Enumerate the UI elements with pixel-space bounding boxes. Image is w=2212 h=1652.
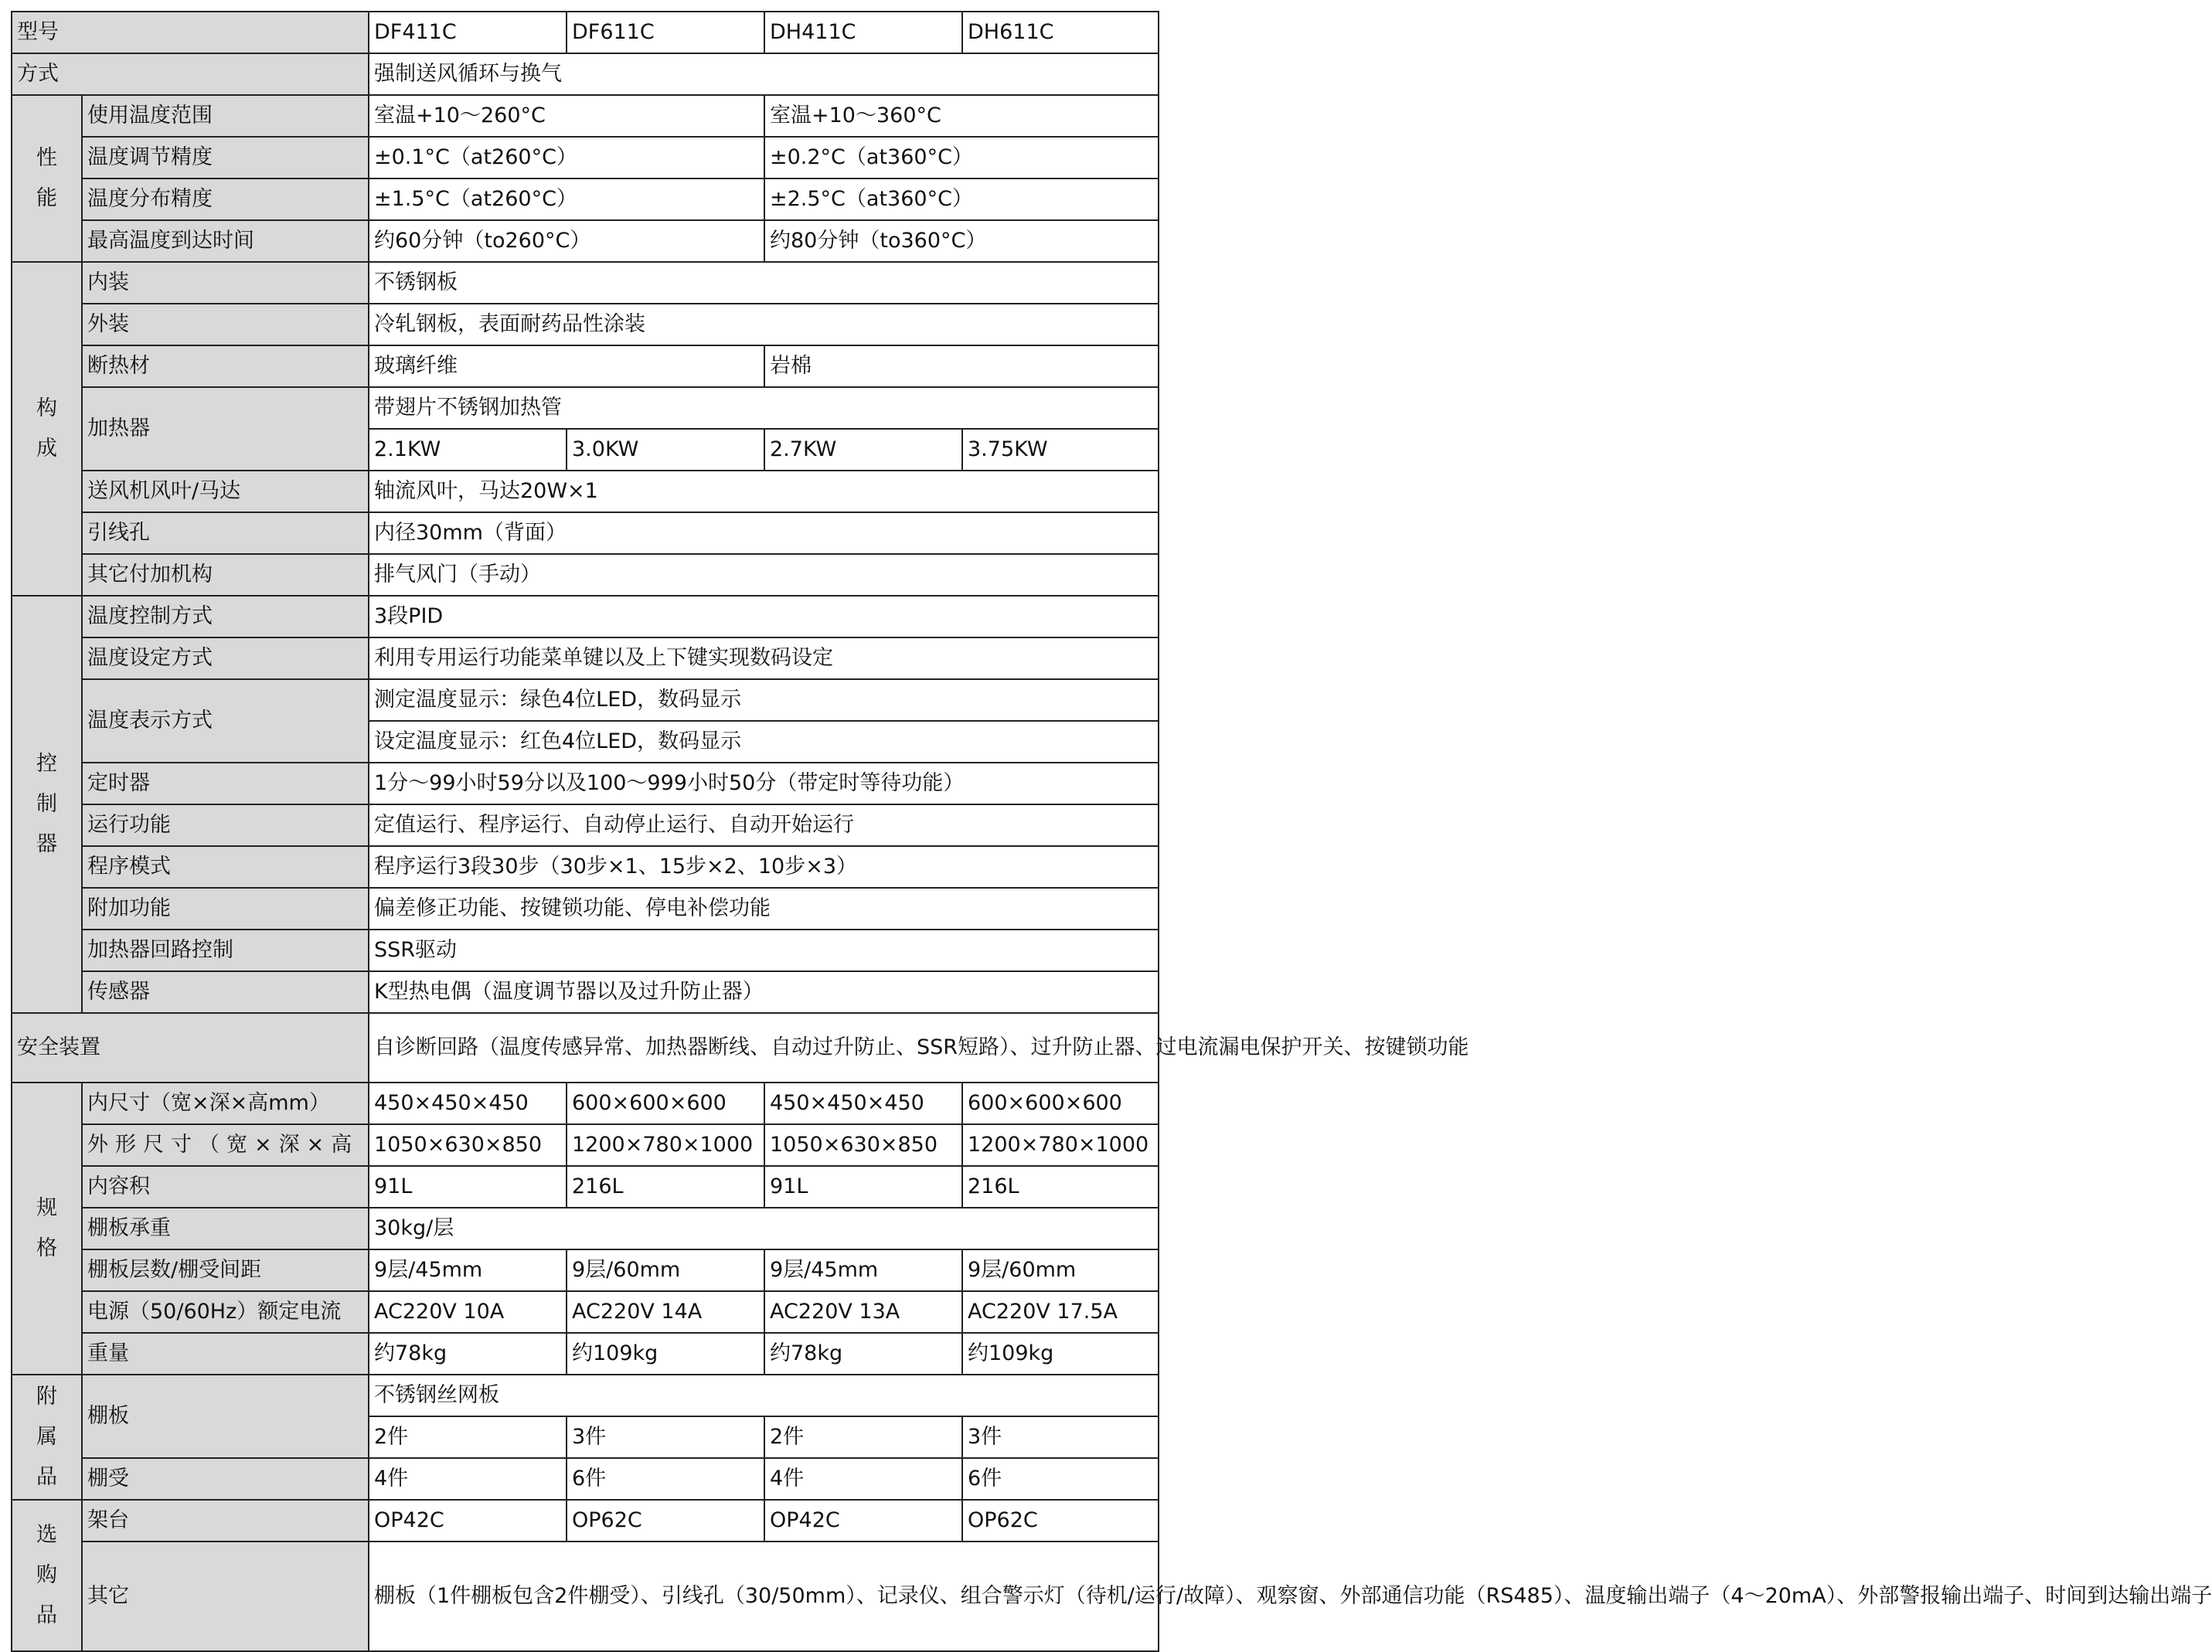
spec-table — [11, 11, 2212, 1652]
model-cell: DH411C — [764, 12, 962, 53]
row-sensor — [12, 971, 1159, 1013]
label-volume: 内容积 — [82, 1166, 369, 1208]
value-cell: 30kg/层 — [369, 1208, 1159, 1249]
label-inner: 内装 — [82, 262, 369, 304]
value-cell: 9层/60mm — [962, 1249, 1159, 1291]
label-power: 电源（50/60Hz）额定电流 — [82, 1291, 369, 1333]
value-cell: 3段PID — [369, 596, 1159, 637]
label-shelf-layers: 棚板层数/棚受间距 — [82, 1249, 369, 1291]
value-cell: 约109kg — [962, 1333, 1159, 1375]
value-cell: 600×600×600 — [567, 1083, 764, 1124]
value-cell: AC220V 14A — [567, 1291, 764, 1333]
value-cell: 3.75KW — [962, 429, 1159, 471]
value-cell: 约80分钟（to360°C） — [764, 220, 1159, 262]
label-temp-display: 温度表示方式 — [82, 679, 369, 763]
value-cell: 排气风门（手动） — [369, 554, 1159, 596]
label-other-mech: 其它付加机构 — [82, 554, 369, 596]
value-cell: 约78kg — [369, 1333, 567, 1375]
row-safety — [12, 1013, 1159, 1083]
row-insulation — [12, 345, 1159, 387]
value-cell: AC220V 17.5A — [962, 1291, 1159, 1333]
value-cell: 216L — [567, 1166, 764, 1208]
value-cell: 室温+10～360°C — [764, 95, 1159, 137]
label-max-temp-time: 最高温度到达时间 — [82, 220, 369, 262]
value-cell: 2.7KW — [764, 429, 962, 471]
label-shelf: 棚板 — [82, 1375, 369, 1458]
value-cell: 冷轧钢板，表面耐药品性涂装 — [369, 304, 1159, 345]
row-temp-dist-prec — [12, 178, 1159, 220]
label-use-temp: 使用温度范围 — [82, 95, 369, 137]
row-use-temp — [12, 95, 1159, 137]
value-cell: 测定温度显示：绿色4位LED，数码显示 — [369, 679, 1159, 721]
row-volume — [12, 1166, 1159, 1208]
value-cell: 1050×630×850 — [764, 1124, 962, 1166]
group-spec: 规 格 — [12, 1083, 82, 1375]
group-options: 选 购 品 — [12, 1500, 82, 1651]
group-construction: 构 成 — [12, 262, 82, 596]
label-shelf-support: 棚受 — [82, 1458, 369, 1500]
group-performance: 性 能 — [12, 95, 82, 262]
value-cell: 6件 — [567, 1458, 764, 1500]
label-safety: 安全装置 — [12, 1013, 369, 1083]
value-cell: ±1.5°C（at260°C） — [369, 178, 764, 220]
value-mode: 强制送风循环与换气 — [369, 53, 1159, 95]
value-cell: 2件 — [369, 1416, 567, 1458]
label-heater-circuit: 加热器回路控制 — [82, 930, 369, 971]
label-mode: 方式 — [12, 53, 369, 95]
label-temp-dist-prec: 温度分布精度 — [82, 178, 369, 220]
row-inner-size — [12, 1083, 1159, 1124]
row-model — [12, 12, 1159, 53]
value-cell: 450×450×450 — [764, 1083, 962, 1124]
row-temp-ctrl-mode — [12, 596, 1159, 637]
value-cell: 1分～99小时59分以及100～999小时50分（带定时等待功能） — [369, 763, 1159, 804]
label-insulation: 断热材 — [82, 345, 369, 387]
label-weight: 重量 — [82, 1333, 369, 1375]
label-timer: 定时器 — [82, 763, 369, 804]
row-fan — [12, 471, 1159, 512]
row-shelf-support — [12, 1458, 1159, 1500]
value-cell: 4件 — [369, 1458, 567, 1500]
value-cell: 9层/45mm — [764, 1249, 962, 1291]
value-cell: 3件 — [962, 1416, 1159, 1458]
value-cell: 9层/60mm — [567, 1249, 764, 1291]
value-cell: 4件 — [764, 1458, 962, 1500]
value-cell: 1050×630×850 — [369, 1124, 567, 1166]
value-cell: 偏差修正功能、按键锁功能、停电补偿功能 — [369, 888, 1159, 930]
row-inner — [12, 262, 1159, 304]
value-cell: OP42C — [764, 1500, 962, 1542]
label-cable-hole: 引线孔 — [82, 512, 369, 554]
value-cell: 9层/45mm — [369, 1249, 567, 1291]
value-cell: 利用专用运行功能菜单键以及上下键实现数码设定 — [369, 637, 1159, 679]
row-run-func — [12, 804, 1159, 846]
label-inner-size: 内尺寸（宽×深×高mm） — [82, 1083, 369, 1124]
label-temp-set-mode: 温度设定方式 — [82, 637, 369, 679]
value-cell: 6件 — [962, 1458, 1159, 1500]
row-program-mode — [12, 846, 1159, 888]
value-cell: 带翅片不锈钢加热管 — [369, 387, 1159, 429]
value-cell: 棚板（1件棚板包含2件棚受）、引线孔（30/50mm）、记录仪、组合警示灯（待机/运行/故障）、观察窗、外部通信功能（RS485）、温度输出端子（4～20mA）、外部警报输出端子、时间到达输出端子 — [369, 1542, 1159, 1651]
row-shelf-type — [12, 1375, 1159, 1416]
value-cell: 自诊断回路（温度传感异常、加热器断线、自动过升防止、SSR短路）、过升防止器、过电流漏电保护开关、按键锁功能 — [369, 1013, 1159, 1083]
value-cell: 约109kg — [567, 1333, 764, 1375]
row-shelf-layers — [12, 1249, 1159, 1291]
row-other-mech — [12, 554, 1159, 596]
label-outer-size: 外形尺寸（宽×深×高 — [82, 1124, 369, 1166]
label-temp-ctrl-prec: 温度调节精度 — [82, 137, 369, 178]
model-cell: DF411C — [369, 12, 567, 53]
value-cell: 91L — [764, 1166, 962, 1208]
row-temp-ctrl-prec — [12, 137, 1159, 178]
value-cell: SSR驱动 — [369, 930, 1159, 971]
label-shelf-load: 棚板承重 — [82, 1208, 369, 1249]
label-extra-func: 附加功能 — [82, 888, 369, 930]
value-cell: 3件 — [567, 1416, 764, 1458]
model-cell: DH611C — [962, 12, 1159, 53]
value-cell: ±2.5°C（at360°C） — [764, 178, 1159, 220]
row-cable-hole — [12, 512, 1159, 554]
value-cell: 定值运行、程序运行、自动停止运行、自动开始运行 — [369, 804, 1159, 846]
model-cell: DF611C — [567, 12, 764, 53]
row-temp-set-mode — [12, 637, 1159, 679]
label-run-func: 运行功能 — [82, 804, 369, 846]
row-temp-display-1 — [12, 679, 1159, 721]
group-controller: 控 制 器 — [12, 596, 82, 1013]
group-accessory: 附 属 品 — [12, 1375, 82, 1500]
row-outer-size — [12, 1124, 1159, 1166]
label-stand: 架台 — [82, 1500, 369, 1542]
row-max-temp-time — [12, 220, 1159, 262]
value-cell: 内径30mm（背面） — [369, 512, 1159, 554]
label-fan: 送风机风叶/马达 — [82, 471, 369, 512]
value-cell: ±0.2°C（at360°C） — [764, 137, 1159, 178]
row-others — [12, 1542, 1159, 1651]
value-cell: OP42C — [369, 1500, 567, 1542]
value-cell: 1200×780×1000 — [962, 1124, 1159, 1166]
label-heater: 加热器 — [82, 387, 369, 471]
value-cell: 600×600×600 — [962, 1083, 1159, 1124]
row-heater-circuit — [12, 930, 1159, 971]
row-power — [12, 1291, 1159, 1333]
row-shelf-load — [12, 1208, 1159, 1249]
value-cell: 约60分钟（to260°C） — [369, 220, 764, 262]
row-outer — [12, 304, 1159, 345]
value-cell: 程序运行3段30步（30步×1、15步×2、10步×3） — [369, 846, 1159, 888]
value-cell: K型热电偶（温度调节器以及过升防止器） — [369, 971, 1159, 1013]
value-cell: OP62C — [962, 1500, 1159, 1542]
label-sensor: 传感器 — [82, 971, 369, 1013]
row-stand — [12, 1500, 1159, 1542]
value-cell: 3.0KW — [567, 429, 764, 471]
row-extra-func — [12, 888, 1159, 930]
label-program-mode: 程序模式 — [82, 846, 369, 888]
value-cell: 不锈钢丝网板 — [369, 1375, 1159, 1416]
label-outer: 外装 — [82, 304, 369, 345]
value-cell: 玻璃纤维 — [369, 345, 764, 387]
value-cell: AC220V 13A — [764, 1291, 962, 1333]
row-mode — [12, 53, 1159, 95]
value-cell: 不锈钢板 — [369, 262, 1159, 304]
value-cell: OP62C — [567, 1500, 764, 1542]
value-cell: 216L — [962, 1166, 1159, 1208]
value-cell: AC220V 10A — [369, 1291, 567, 1333]
value-cell: 450×450×450 — [369, 1083, 567, 1124]
value-cell: ±0.1°C（at260°C） — [369, 137, 764, 178]
value-cell: 91L — [369, 1166, 567, 1208]
value-cell: 1200×780×1000 — [567, 1124, 764, 1166]
value-cell: 约78kg — [764, 1333, 962, 1375]
row-timer — [12, 763, 1159, 804]
value-cell: 室温+10～260°C — [369, 95, 764, 137]
value-cell: 岩棉 — [764, 345, 1159, 387]
value-cell: 设定温度显示：红色4位LED，数码显示 — [369, 721, 1159, 763]
label-others: 其它 — [82, 1542, 369, 1651]
value-cell: 轴流风叶，马达20W×1 — [369, 471, 1159, 512]
value-cell: 2.1KW — [369, 429, 567, 471]
label-temp-ctrl-mode: 温度控制方式 — [82, 596, 369, 637]
label-model: 型号 — [12, 12, 369, 53]
row-weight — [12, 1333, 1159, 1375]
value-cell: 2件 — [764, 1416, 962, 1458]
row-heater-type — [12, 387, 1159, 429]
